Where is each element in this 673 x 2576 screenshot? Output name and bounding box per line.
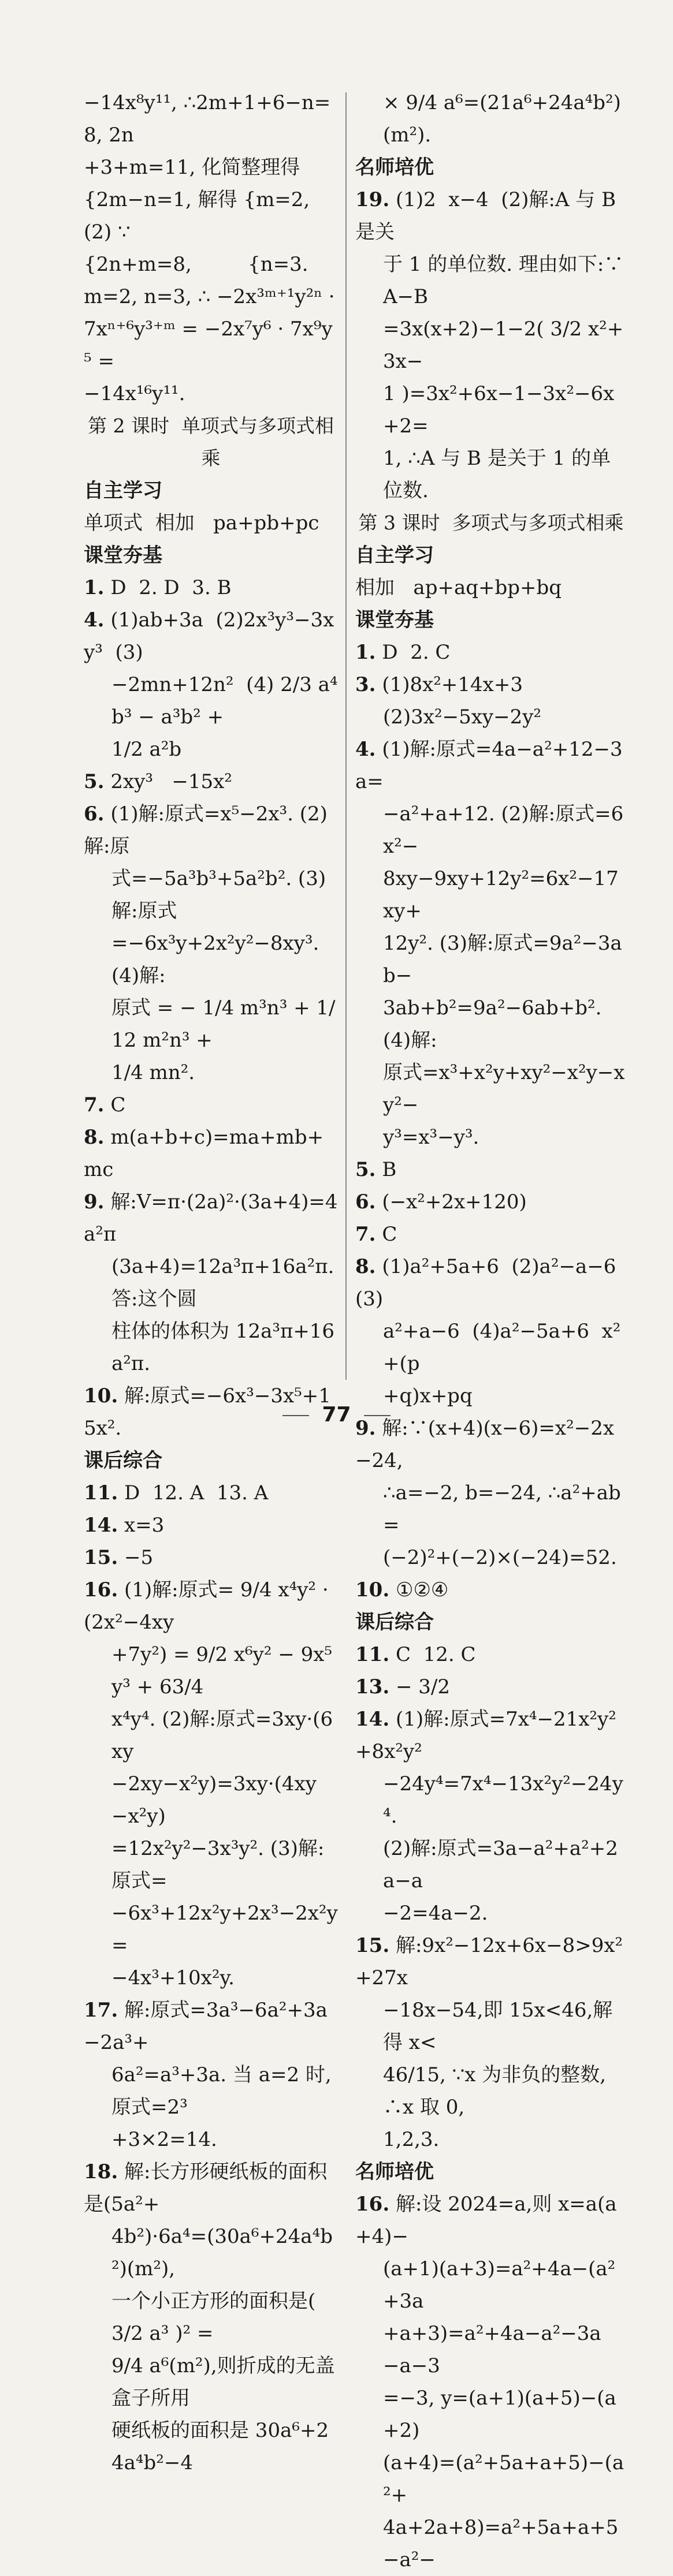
section-heading: 课堂夯基 <box>355 608 434 632</box>
answer-text: C <box>110 1093 126 1117</box>
answer-continuation: 一个小正方形的面积是( 3/2 a³ )² = <box>111 2290 322 2345</box>
question-number: 15. <box>84 1546 118 1569</box>
answer-item <box>84 1477 338 1509</box>
answer-item <box>84 1994 338 2059</box>
answer-text: (1)a²+5a+6 (2)a²−a−6 (3) <box>355 1255 629 1311</box>
answer-line: m=2, n=3, ∴ −2x³ᵐ⁺¹y²ⁿ · <box>84 285 335 308</box>
question-number: 3. <box>355 673 376 696</box>
answer-line: −14x⁸y¹¹, ∴2m+1+6−n=8, 2n <box>84 91 331 147</box>
answer-item <box>355 2188 627 2253</box>
answer-continuation: 1/4 mn². <box>111 1061 195 1084</box>
answer-text: 解:V=π·(2a)²·(3a+4)=4a²π <box>84 1190 338 1246</box>
answer-continuation: (a+4)=(a²+5a+a+5)−(a²+ <box>383 2451 624 2507</box>
question-number: 16. <box>355 2193 390 2216</box>
question-number: 13. <box>355 1675 390 1698</box>
question-number: 1. <box>84 576 105 599</box>
answer-item <box>355 669 627 701</box>
answer-item <box>355 733 627 798</box>
answer-text: 解:9x²−12x+6x−8>9x²+27x <box>355 1934 623 1989</box>
answer-item <box>355 1703 627 1768</box>
answer-continuation: −2=4a−2. <box>383 1902 488 1925</box>
question-number: 6. <box>355 1190 376 1214</box>
answer-continuation: ∴a=−2, b=−24, ∴a²+ab= <box>383 1481 621 1537</box>
answer-continuation: 1, ∴A 与 B 是关于 1 的单位数. <box>383 447 611 502</box>
footer-dash-right <box>364 1415 391 1416</box>
answer-continuation: −2xy−x²y)=3xy·(4xy−x²y) <box>111 1772 317 1828</box>
question-number: 11. <box>84 1481 118 1504</box>
answer-continuation: 1,2,3. <box>383 2128 440 2151</box>
answer-text: (1)2 x−4 (2)解:A 与 B 是关 <box>355 188 622 244</box>
lesson-heading: 第 3 课时 多项式与多项式相乘 <box>358 512 624 534</box>
question-number: 8. <box>355 1255 376 1278</box>
answer-text: D 2. C <box>382 641 451 664</box>
question-number: 18. <box>84 2160 118 2183</box>
answer-item <box>84 604 338 669</box>
answer-continuation: 46/15, ∵x 为非负的整数, ∴x 取 0, <box>383 2063 612 2119</box>
answer-item <box>355 1250 627 1315</box>
answer-continuation: 9/4 a⁶(m²),则折成的无盖盒子所用 <box>111 2354 335 2410</box>
answer-text: (1)解:原式=7x⁴−21x²y²+8x²y² <box>355 1708 616 1763</box>
answer-continuation: −18x−54,即 15x<46,解得 x< <box>383 1999 613 2054</box>
answer-continuation: −6x³+12x²y+2x³−2x²y= <box>111 1902 338 1957</box>
answer-item <box>355 1638 627 1671</box>
answer-continuation: 原式=x³+x²y+xy²−x²y−xy²− <box>383 1061 625 1117</box>
question-number: 4. <box>355 738 376 761</box>
answer-continuation: −a²+a+12. (2)解:原式=6x²− <box>383 802 624 858</box>
answer-continuation: × 9/4 a⁶=(21a⁶+24a⁴b²)(m²). <box>383 91 621 147</box>
answer-text: C <box>382 1223 397 1246</box>
answer-text: B <box>382 1158 397 1181</box>
answer-text: D 12. A 13. A <box>124 1481 269 1504</box>
answer-text: 解:设 2024=a,则 x=a(a+4)− <box>355 2193 617 2248</box>
answer-line: {2m−n=1, 解得 {m=2, (2) ∵ <box>84 188 335 244</box>
answer-item <box>84 1574 338 1638</box>
answer-continuation: 4b²)·6a⁴=(30a⁶+24a⁴b²)(m²), <box>111 2225 333 2280</box>
answer-continuation: 8xy−9xy+12y²=6x²−17xy+ <box>383 867 619 923</box>
answer-text: 解:∵(x+4)(x−6)=x²−2x−24, <box>355 1417 615 1472</box>
answer-item <box>84 1089 338 1121</box>
question-number: 10. <box>355 1578 390 1601</box>
answer-continuation: 于 1 的单位数. 理由如下:∵A−B <box>383 253 624 308</box>
question-number: 8. <box>84 1126 105 1149</box>
answer-line: −14x¹⁶y¹¹. <box>84 382 185 405</box>
answer-continuation: −2mn+12n² (4) 2/3 a⁴b³ − a³b² + <box>111 673 338 729</box>
question-number: 10. <box>84 1384 118 1408</box>
answer-line: 7xⁿ⁺⁶y³⁺ᵐ = −2x⁷y⁶ · 7x⁹y⁵ = <box>84 318 333 373</box>
question-number: 1. <box>355 641 376 664</box>
answer-continuation: (2)3x²−5xy−2y² <box>383 705 542 729</box>
question-number: 9. <box>84 1190 105 1214</box>
answer-item <box>355 1671 627 1703</box>
answer-continuation: −24y⁴=7x⁴−13x²y²−24y⁴. <box>383 1772 623 1828</box>
answer-text: m(a+b+c)=ma+mb+mc <box>84 1126 324 1181</box>
answer-continuation: =3x(x+2)−1−2( 3/2 x²+3x− <box>383 318 624 373</box>
answer-item <box>355 1574 627 1606</box>
section-heading: 自主学习 <box>84 479 162 502</box>
question-number: 16. <box>84 1578 118 1601</box>
answer-item <box>355 1153 627 1186</box>
section-heading: 课后综合 <box>355 1611 434 1634</box>
answer-item <box>355 1929 627 1994</box>
answer-item <box>84 1121 338 1186</box>
answer-text: (1)解:原式=x⁵−2x³. (2)解:原 <box>84 802 328 858</box>
page-footer <box>0 1403 673 1427</box>
question-number: 5. <box>355 1158 376 1181</box>
answer-continuation: (−2)²+(−2)×(−24)=52. <box>383 1546 617 1569</box>
answer-item <box>84 798 338 863</box>
answer-line: {2n+m=8, {n=3. <box>84 253 308 276</box>
section-heading: 自主学习 <box>355 544 434 567</box>
answer-continuation: =12x²y²−3x³y². (3)解:原式= <box>111 1837 325 1892</box>
answer-continuation: +3×2=14. <box>111 2128 217 2151</box>
answer-continuation: 12y². (3)解:原式=9a²−3ab− <box>383 932 622 987</box>
answer-text: 解:长方形硬纸板的面积是(5a²+ <box>84 2160 328 2216</box>
answer-text: 2xy³ −15x² <box>110 770 232 793</box>
question-number: 6. <box>84 802 105 826</box>
question-number: 7. <box>84 1093 105 1117</box>
answer-continuation: =−6x³y+2x²y²−8xy³. (4)解: <box>111 932 326 987</box>
answer-continuation: 6a²=a³+3a. 当 a=2 时,原式=2³ <box>111 2063 332 2119</box>
answer-item <box>84 766 338 798</box>
answer-text: D 2. D 3. B <box>110 576 232 599</box>
question-number: 11. <box>355 1643 390 1666</box>
answer-continuation: (2)解:原式=3a−a²+a²+2a−a <box>383 1837 618 1892</box>
answer-text: (1)解:原式= 9/4 x⁴y² ·(2x²−4xy <box>84 1578 329 1634</box>
answer-continuation: =−3, y=(a+1)(a+5)−(a+2) <box>383 2387 616 2442</box>
answer-text: x=3 <box>124 1514 165 1537</box>
answer-line: +3+m=11, 化简整理得 <box>84 156 300 179</box>
answer-text: ①②④ <box>395 1578 449 1601</box>
answer-line: 相加 ap+aq+bp+bq <box>355 576 562 599</box>
page-number: 77 <box>322 1403 351 1427</box>
answer-text: (1)ab+3a (2)2x³y³−3xy³ (3) <box>84 608 334 664</box>
answer-text: (1)解:原式=4a−a²+12−3a= <box>355 738 623 793</box>
answer-continuation: (a+1)(a+3)=a²+4a−(a²+3a <box>383 2257 616 2313</box>
question-number: 19. <box>355 188 390 211</box>
right-column <box>355 87 627 2576</box>
answer-continuation: +7y²) = 9/2 x⁶y² − 9x⁵y³ + 63/4 <box>111 1643 333 1698</box>
answer-continuation: 硬纸板的面积是 30a⁶+24a⁴b²−4 <box>111 2419 329 2474</box>
answer-continuation: (3a+4)=12a³π+16a²π. 答:这个圆 <box>111 1255 341 1311</box>
answer-text: 解:原式=−6x³−3x⁵+15x². <box>84 1384 331 1440</box>
section-heading: 名师培优 <box>355 2160 434 2183</box>
answer-continuation: +q)x+pq <box>383 1384 473 1408</box>
left-column <box>84 87 341 2479</box>
answer-text: − 3/2 <box>395 1675 450 1698</box>
answer-continuation: y³=x³−y³. <box>383 1126 479 1149</box>
footer-dash-left <box>282 1415 309 1416</box>
answer-continuation: 柱体的体积为 12a³π+16a²π. <box>111 1320 335 1375</box>
answer-item <box>84 2156 338 2220</box>
answer-continuation: a²+a−6 (4)a²−5a+6 x²+(p <box>383 1320 621 1375</box>
lesson-heading: 第 2 课时 单项式与多项式相乘 <box>88 415 334 469</box>
question-number: 17. <box>84 1999 118 2022</box>
answer-text: −5 <box>124 1546 154 1569</box>
answer-text: (1)8x²+14x+3 <box>382 673 523 696</box>
answer-item <box>84 572 338 604</box>
answer-continuation: x⁴y⁴. (2)解:原式=3xy·(6xy <box>111 1708 333 1763</box>
answer-item <box>355 636 627 669</box>
question-number: 9. <box>355 1417 376 1440</box>
answer-continuation: 3ab+b²=9a²−6ab+b². (4)解: <box>383 996 608 1052</box>
question-number: 4. <box>84 608 105 632</box>
column-divider <box>345 92 347 1380</box>
answer-item <box>355 184 627 248</box>
section-heading: 课堂夯基 <box>84 544 162 567</box>
answer-item <box>84 1541 338 1574</box>
answer-item <box>355 1218 627 1250</box>
question-number: 15. <box>355 1934 390 1957</box>
answer-continuation: 原式 = − 1/4 m³n³ + 1/12 m²n³ + <box>111 996 336 1052</box>
answer-text: C 12. C <box>395 1643 476 1666</box>
answer-item <box>84 1186 338 1250</box>
section-heading: 名师培优 <box>355 156 434 179</box>
answer-continuation: 1/2 a²b <box>111 738 182 761</box>
answer-continuation: 1 )=3x²+6x−1−3x²−6x+2= <box>383 382 615 438</box>
answer-continuation: +a+3)=a²+4a−a²−3a−a−3 <box>383 2322 601 2377</box>
question-number: 14. <box>84 1514 118 1537</box>
answer-text: 解:原式=3a³−6a²+3a−2a³+ <box>84 1999 328 2054</box>
question-number: 14. <box>355 1708 390 1731</box>
answer-item <box>355 1186 627 1218</box>
answer-line: 单项式 相加 pa+pb+pc <box>84 512 319 535</box>
answer-continuation: −4x³+10x²y. <box>111 1966 235 1989</box>
section-heading: 课后综合 <box>84 1449 162 1472</box>
question-number: 7. <box>355 1223 376 1246</box>
answer-continuation: 4a+2a+8)=a²+5a+a+5−a²− <box>383 2516 619 2571</box>
answer-continuation: 式=−5a³b³+5a²b². (3)解:原式 <box>111 867 326 923</box>
question-number: 5. <box>84 770 105 793</box>
answer-item <box>84 1509 338 1541</box>
answer-text: (−x²+2x+120) <box>382 1190 527 1214</box>
